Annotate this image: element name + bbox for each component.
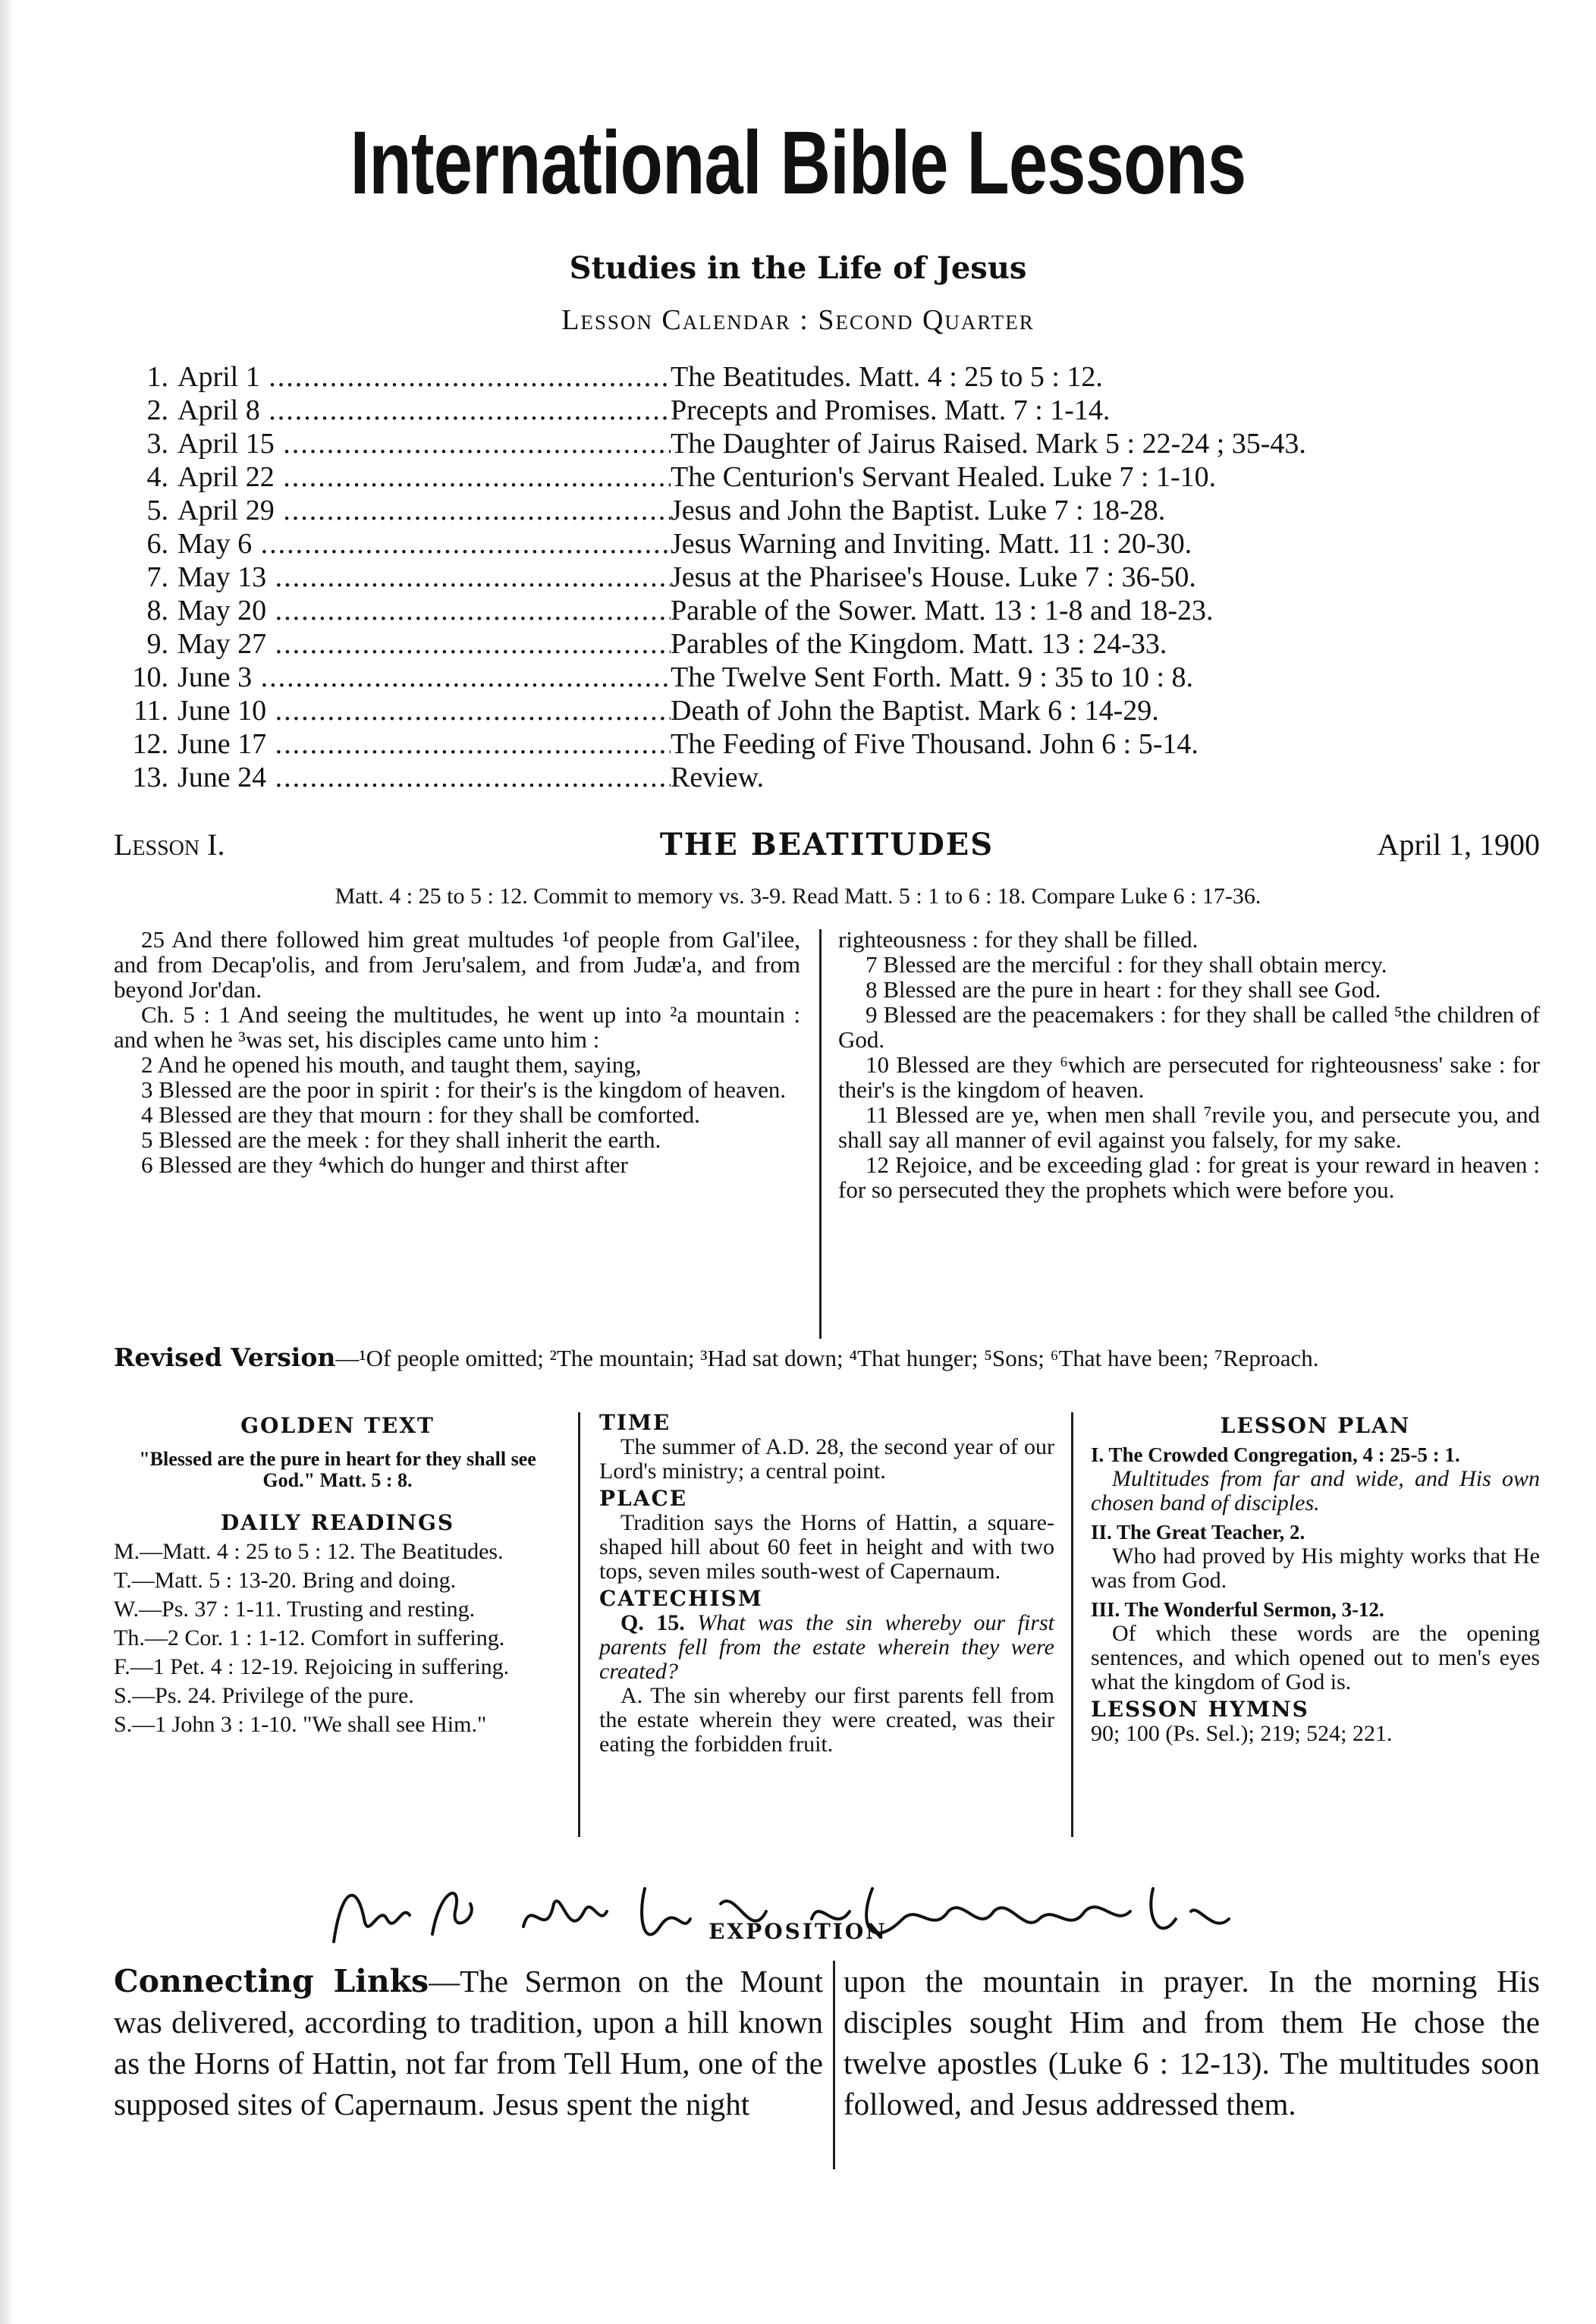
exposition-left-text: —The Sermon on the Mount was delivered, according to tradition, upon a hill known as the Horns of Hattin, not far from Tell Hum, one of the supposed sites of Capernaum. Jesus spent the night bbox=[114, 1964, 823, 2121]
question-text: What was the sin whereby our first parents fell from the estate wherein they were created? bbox=[599, 1610, 1054, 1684]
calendar-number: 8. bbox=[146, 595, 168, 627]
daily-reading: T.—Matt. 5 : 13-20. Bring and doing. bbox=[114, 1568, 457, 1593]
calendar-lesson: Review. bbox=[671, 762, 765, 793]
calendar-lesson: Jesus at the Pharisee's House. Luke 7 : 36-50. bbox=[671, 561, 1196, 593]
calendar-row bbox=[114, 460, 1540, 494]
calendar-lesson: Parables of the Kingdom. Matt. 13 : 24-33. bbox=[671, 628, 1167, 660]
catechism-answer: A. The sin whereby our first parents fell from the estate wherein they were created, was their eating the forbidden fruit. bbox=[599, 1683, 1054, 1757]
plan-point-1-text: Multitudes from far and wide, and His own chosen band of disciples. bbox=[1091, 1466, 1540, 1515]
golden-text-and-readings bbox=[114, 1411, 561, 1737]
verse: 10 Blessed are they ⁶which are persecuted for righteousness' sake : for their's is the kingdom of heaven. bbox=[838, 1051, 1540, 1103]
calendar-lesson: The Feeding of Five Thousand. John 6 : 5-14. bbox=[671, 728, 1199, 760]
revised-version-note bbox=[114, 1344, 1540, 1372]
calendar-number: 10. bbox=[132, 661, 168, 693]
calendar-lesson: Jesus and John the Baptist. Luke 7 : 18-28. bbox=[671, 495, 1166, 526]
lesson-title: THE BEATITUDES bbox=[659, 827, 994, 862]
signature-scribble bbox=[326, 1873, 1252, 1957]
daily-reading: W.—Ps. 37 : 1-11. Trusting and resting. bbox=[114, 1597, 476, 1622]
calendar-number: 1. bbox=[146, 361, 168, 393]
column-divider bbox=[819, 929, 822, 1339]
lesson-calendar bbox=[114, 360, 1540, 794]
verse: 12 Rejoice, and be exceeding glad : for great is your reward in heaven : for so persecuted they the prophets which were before you. bbox=[838, 1151, 1540, 1203]
calendar-row bbox=[114, 494, 1540, 527]
calendar-date: April 1 ..... bbox=[178, 360, 671, 394]
calendar-row bbox=[114, 561, 1540, 594]
calendar-number: 3. bbox=[146, 428, 168, 460]
calendar-row bbox=[114, 627, 1540, 661]
calendar-date: April 22 ..... bbox=[178, 460, 671, 494]
verses-left-column bbox=[114, 927, 800, 1177]
lesson-hymns-heading: LESSON HYMNS bbox=[1091, 1697, 1309, 1722]
calendar-date: April 15 ..... bbox=[178, 427, 671, 460]
calendar-lesson: The Daughter of Jairus Raised. Mark 5 : 22-24 ; 35-43. bbox=[671, 428, 1306, 460]
verses-right-column bbox=[838, 927, 1540, 1202]
calendar-number: 4. bbox=[146, 461, 168, 493]
calendar-date: April 29 ..... bbox=[178, 494, 671, 527]
daily-reading: S.—Ps. 24. Privilege of the pure. bbox=[114, 1683, 414, 1708]
place-text: Tradition says the Horns of Hattin, a square-shaped hill about 60 feet in height and with two tops, seven miles south-west of Capernaum. bbox=[599, 1510, 1054, 1584]
catechism-heading: CATECHISM bbox=[599, 1586, 763, 1611]
calendar-number: 11. bbox=[133, 695, 168, 727]
plan-point-2-text: Who had proved by His mighty works that He was from God. bbox=[1091, 1544, 1540, 1593]
calendar-number: 13. bbox=[132, 762, 168, 793]
time-place-catechism bbox=[599, 1411, 1054, 1757]
lesson-plan bbox=[1091, 1411, 1540, 1746]
verse: 4 Blessed are they that mourn : for they shall be comforted. bbox=[141, 1101, 700, 1128]
calendar-date: June 24 ..... bbox=[178, 761, 671, 794]
calendar-number: 9. bbox=[146, 628, 168, 660]
exposition-left-column bbox=[114, 1961, 823, 2125]
column-divider bbox=[578, 1412, 580, 1837]
plan-point-3-text: Of which these words are the opening sentences, and which opened out to men's eyes what the kingdom of God is. bbox=[1091, 1621, 1540, 1694]
calendar-lesson: Jesus Warning and Inviting. Matt. 11 : 20-30. bbox=[671, 528, 1192, 560]
daily-reading: F.—1 Pet. 4 : 12-19. Rejoicing in suffering. bbox=[114, 1654, 510, 1679]
golden-text-heading: GOLDEN TEXT bbox=[240, 1413, 435, 1438]
connecting-links-label: Connecting Links bbox=[114, 1963, 429, 1999]
verse: 6 Blessed are they ⁴which do hunger and thirst after bbox=[141, 1151, 628, 1178]
calendar-row bbox=[114, 360, 1540, 394]
calendar-number: 2. bbox=[146, 394, 168, 426]
calendar-date: May 27 ..... bbox=[178, 627, 671, 661]
calendar-date: June 3 ..... bbox=[178, 661, 671, 694]
calendar-date: May 13 ..... bbox=[178, 561, 671, 594]
daily-reading: Th.—2 Cor. 1 : 1-12. Comfort in suffering. bbox=[114, 1625, 505, 1650]
calendar-lesson: Parable of the Sower. Matt. 13 : 1-8 and 18-23. bbox=[671, 595, 1214, 627]
place-heading: PLACE bbox=[599, 1486, 688, 1511]
plan-point-2-title: II. The Great Teacher, 2. bbox=[1091, 1521, 1305, 1544]
calendar-row bbox=[114, 761, 1540, 794]
calendar-row bbox=[114, 527, 1540, 561]
verse: 11 Blessed are ye, when men shall ⁷revile you, and persecute you, and shall say all manner of evil against you falsely, for my sake. bbox=[838, 1101, 1540, 1153]
verse: 7 Blessed are the merciful : for they shall obtain mercy. bbox=[866, 951, 1387, 978]
lesson-plan-heading: LESSON PLAN bbox=[1220, 1413, 1411, 1438]
calendar-number: 6. bbox=[146, 528, 168, 560]
handwritten-signature bbox=[326, 1873, 1252, 1961]
calendar-number: 12. bbox=[132, 728, 168, 760]
time-text: The summer of A.D. 28, the second year of our Lord's ministry; a central point. bbox=[599, 1434, 1054, 1484]
calendar-lesson: Precepts and Promises. Matt. 7 : 1-14. bbox=[671, 394, 1111, 426]
plan-point-3-title: III. The Wonderful Sermon, 3-12. bbox=[1091, 1598, 1384, 1621]
daily-readings-heading: DAILY READINGS bbox=[220, 1510, 455, 1535]
lesson-references: Matt. 4 : 25 to 5 : 12. Commit to memory vs. 3-9. Read Matt. 5 : 1 to 6 : 18. Compare Luke 6 : 17-36. bbox=[335, 884, 1261, 909]
daily-readings-list bbox=[114, 1540, 561, 1737]
golden-text: "Blessed are the pure in heart for they shall see God." Matt. 5 : 8. bbox=[139, 1448, 536, 1491]
verse: 3 Blessed are the poor in spirit : for their's is the kingdom of heaven. bbox=[141, 1076, 787, 1103]
calendar-row bbox=[114, 727, 1540, 761]
verse: righteousness : for they shall be filled. bbox=[838, 926, 1199, 953]
daily-reading: S.—1 John 3 : 1-10. "We shall see Him." bbox=[114, 1712, 487, 1737]
lesson-hymns: 90; 100 (Ps. Sel.); 219; 524; 221. bbox=[1091, 1721, 1393, 1746]
calendar-lesson: The Twelve Sent Forth. Matt. 9 : 35 to 10 : 8. bbox=[671, 661, 1194, 693]
verse: 5 Blessed are the meek : for they shall inherit the earth. bbox=[141, 1126, 661, 1153]
calendar-number: 5. bbox=[146, 495, 168, 526]
lesson-date: April 1, 1900 bbox=[1377, 828, 1540, 862]
calendar-lesson: The Beatitudes. Matt. 4 : 25 to 5 : 12. bbox=[671, 361, 1103, 393]
calendar-lesson: The Centurion's Servant Healed. Luke 7 : 1-10. bbox=[671, 461, 1217, 493]
revised-version-text: —¹Of people omitted; ²The mountain; ³Had sat down; ⁴That hunger; ⁵Sons; ⁶That have been; ⁷Reproach. bbox=[335, 1345, 1319, 1371]
calendar-row bbox=[114, 394, 1540, 427]
calendar-date: June 10 ..... bbox=[178, 694, 671, 727]
calendar-date: May 20 ..... bbox=[178, 594, 671, 627]
calendar-date: April 8 ..... bbox=[178, 394, 671, 427]
column-divider bbox=[833, 1961, 835, 2169]
time-heading: TIME bbox=[599, 1410, 671, 1435]
exposition-right-column: upon the mountain in prayer. In the morning His disciples sought Him and from them He chose the twelve apostles (Luke 6 : 12-13). The multitudes soon followed, and Jesus addressed them. bbox=[844, 1964, 1540, 2121]
verse: 2 And he opened his mouth, and taught them, saying, bbox=[141, 1051, 642, 1078]
verse: Ch. 5 : 1 And seeing the multitudes, he went up into ²a mountain : and when he ³was set, his disciples came unto him : bbox=[114, 1001, 800, 1053]
calendar-number: 7. bbox=[146, 561, 168, 593]
verse: 25 And there followed him great multudes ¹of people from Gal'ilee, and from Decap'olis, and from Jeru'salem, and from Judæ'a, and from beyond Jor'dan. bbox=[114, 926, 800, 1003]
verse: 8 Blessed are the pure in heart : for they shall see God. bbox=[866, 976, 1381, 1003]
page-title: International Bible Lessons bbox=[350, 113, 1246, 213]
page-edge bbox=[0, 0, 14, 2324]
calendar-heading: Lesson Calendar : Second Quarter bbox=[561, 304, 1035, 336]
revised-version-label: Revised Version bbox=[114, 1343, 336, 1372]
plan-point-1-title: I. The Crowded Congregation, 4 : 25-5 : 1. bbox=[1091, 1443, 1460, 1466]
lesson-number: Lesson I. bbox=[114, 828, 225, 862]
calendar-date: June 17 ..... bbox=[178, 727, 671, 761]
calendar-row bbox=[114, 694, 1540, 727]
calendar-date: May 6 ..... bbox=[178, 527, 671, 561]
exposition-heading: EXPOSITION bbox=[708, 1919, 888, 1944]
column-divider bbox=[1071, 1412, 1073, 1837]
verse: 9 Blessed are the peacemakers : for they shall be called ⁵the children of God. bbox=[838, 1001, 1540, 1053]
calendar-row bbox=[114, 594, 1540, 627]
daily-reading: M.—Matt. 4 : 25 to 5 : 12. The Beatitudes. bbox=[114, 1539, 504, 1564]
calendar-lesson: Death of John the Baptist. Mark 6 : 14-29. bbox=[671, 695, 1159, 727]
calendar-row bbox=[114, 427, 1540, 460]
question-label: Q. 15. bbox=[620, 1610, 685, 1635]
page-subtitle: Studies in the Life of Jesus bbox=[569, 250, 1027, 286]
calendar-row bbox=[114, 661, 1540, 694]
